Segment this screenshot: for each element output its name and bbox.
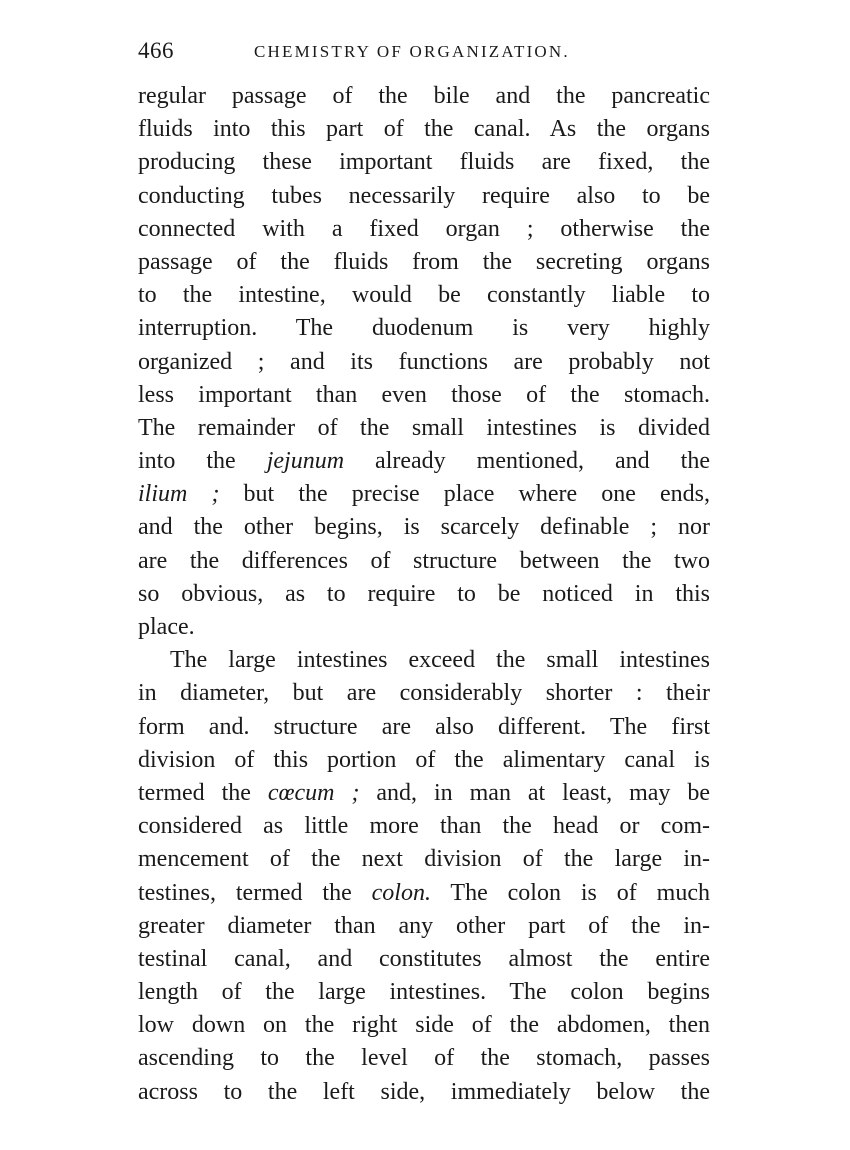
text-line: mencement of the next division of the large in- xyxy=(138,846,710,873)
text-line: form and. structure are also different. The first xyxy=(138,713,710,740)
running-title: CHEMISTRY OF ORGANIZATION. xyxy=(254,42,570,61)
text-line: ilium ; but the precise place where one ends, xyxy=(138,481,711,508)
italic-term-coecum: cœcum ; xyxy=(267,779,360,806)
text-line: across to the left side, immediately below the xyxy=(138,1078,710,1105)
text-line: and the other begins, is scarcely definable ; nor xyxy=(138,514,710,541)
text-line: termed the cœcum ; and, in man at least, may be xyxy=(138,779,711,806)
text-line: testines, termed the colon. The colon is of much xyxy=(138,879,710,906)
text-line: producing these important fluids are fixed, the xyxy=(138,149,710,176)
text-line: fluids into this part of the canal. As the organs xyxy=(138,116,710,143)
text-line: regular passage of the bile and the pancreatic xyxy=(138,83,710,109)
paragraph-first-line: The large intestines exceed the small intestines xyxy=(170,647,710,674)
text-line: in diameter, but are considerably shorter : their xyxy=(138,680,710,707)
text-line: testinal canal, and constitutes almost the entire xyxy=(138,945,710,972)
text-line: low down on the right side of the abdomen, then xyxy=(138,1012,710,1039)
text-line: into the jejunum already mentioned, and the xyxy=(138,448,711,475)
running-head xyxy=(138,38,710,68)
text-line: organized ; and its functions are probably not xyxy=(138,348,710,375)
italic-term-jejunum: jejunum xyxy=(266,448,345,475)
text-line: less important than even those of the stomach. xyxy=(138,381,710,408)
text-line: connected with a fixed organ ; otherwise the xyxy=(138,215,710,242)
text-line: interruption. The duodenum is very highly xyxy=(138,315,710,342)
text-line: greater diameter than any other part of the in- xyxy=(138,912,710,939)
text-line: passage of the fluids from the secreting organs xyxy=(138,248,710,275)
text-line: so obvious, as to require to be noticed in this xyxy=(138,580,710,607)
text-line: division of this portion of the alimentary canal is xyxy=(138,746,710,773)
text-line: length of the large intestines. The colon begins xyxy=(138,979,710,1006)
text-line: The remainder of the small intestines is divided xyxy=(138,414,710,441)
text-line: conducting tubes necessarily require also to be xyxy=(138,182,710,209)
page-number: 466 xyxy=(138,38,174,63)
italic-term-colon: colon. xyxy=(371,879,431,906)
italic-term-ilium: ilium ; xyxy=(138,481,220,508)
text-line: considered as little more than the head or com- xyxy=(138,813,710,840)
text-line: to the intestine, would be constantly liable to xyxy=(138,282,710,309)
text-line: are the differences of structure between the two xyxy=(138,547,710,574)
body-text xyxy=(138,80,710,1109)
text-line: ascending to the level of the stomach, passes xyxy=(138,1045,710,1072)
text-line: place. xyxy=(138,614,195,640)
